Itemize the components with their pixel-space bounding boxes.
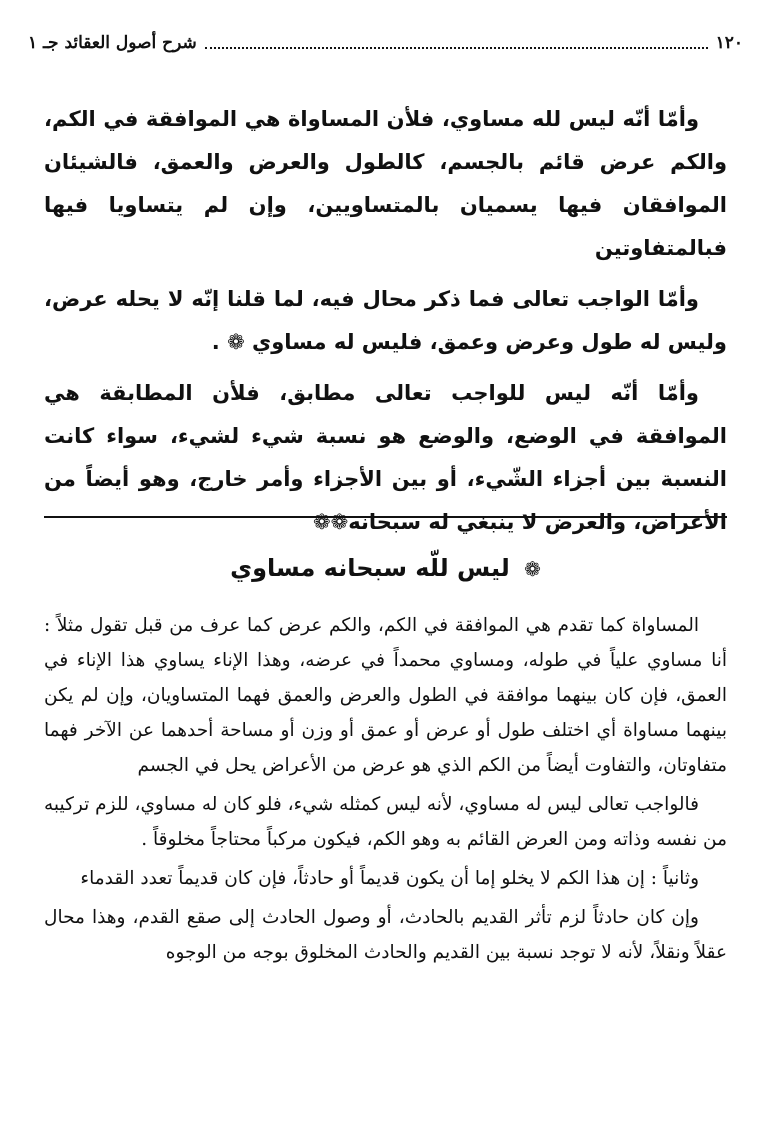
main-paragraph: وأمّا أنّه ليس للواجب تعالى مطابق، فلأن المطابقة هي الموافقة في الوضع، والوضع هو نسبة شيء لشيء، سواء كانت النسبة بين أجزاء الشّيء، أو بين الأجزاء وأمر خارج، وهو أيضاً من الأعراض، والعرض لا ينبغي له سبحانه❁❁ <box>44 381 727 534</box>
section-heading-text: ليس للّه سبحانه مساوي <box>230 554 510 582</box>
main-text <box>44 98 727 552</box>
commentary-paragraph: فالواجب تعالى ليس له مساوي، لأنه ليس كمثله شيء، فلو كان له مساوي، للزم تركيبه من نفسه وذاته ومن العرض القائم به وهو الكم، فيكون مركباً محتاجاً مخلوقاً . <box>44 794 727 850</box>
running-header <box>28 28 743 58</box>
commentary-paragraph: وإن كان حادثاً لزم تأثر القديم بالحادث، أو وصول الحادث إلى صقع القدم، وهذا محال عقلاً ونقلاً، لأنه لا توجد نسبة بين القديم والحادث المخلوق بوجه من الوجوه <box>44 907 727 963</box>
running-title: شرح أصول العقائد جـ ١ <box>28 33 197 53</box>
main-paragraph: وأمّا الواجب تعالى فما ذكر محال فيه، لما قلنا إنّه لا يحله عرض، وليس له طول وعرض وعمق، فليس له مساوي ❁ . <box>44 287 727 354</box>
page-number: ١٢٠ <box>715 33 743 53</box>
commentary-paragraph: وثانياً : إن هذا الكم لا يخلو إما أن يكون قديماً أو حادثاً، فإن كان قديماً تعدد القدماء <box>80 868 699 889</box>
section-heading <box>44 554 727 582</box>
section-divider <box>44 516 727 518</box>
flower-ornament-icon: ❁ <box>524 557 541 581</box>
header-leader-dots <box>205 37 708 49</box>
main-paragraph: وأمّا أنّه ليس لله مساوي، فلأن المساواة هي الموافقة في الكم، والكم عرض قائم بالجسم، كالطول والعرض والعمق، فالشيئان الموافقان فيها يسميان بالمتساويين، وإن لم يتساويا فيها فبالمتفاوتين <box>44 107 727 260</box>
commentary-paragraph: المساواة كما تقدم هي الموافقة في الكم، والكم عرض كما عرف من قبل تقول مثلاً : أنا مساوي علياً في طوله، ومساوي محمداً في عرضه، وهذا الإناء يساوي هذا الإناء في العمق، فإن كان بينهما موافقة في الطول والعرض والعمق فهما المتساويان، وإن لم يكن بينهما مساواة أي اختلف طول أو عرض أو عمق أو وزن أو مساحة أحدهما عن الآخر فهما متفاوتان، والتفاوت أيضاً من الكم الذي هو عرض من الأعراض يحل في الجسم <box>44 615 727 776</box>
commentary-text <box>44 608 727 974</box>
